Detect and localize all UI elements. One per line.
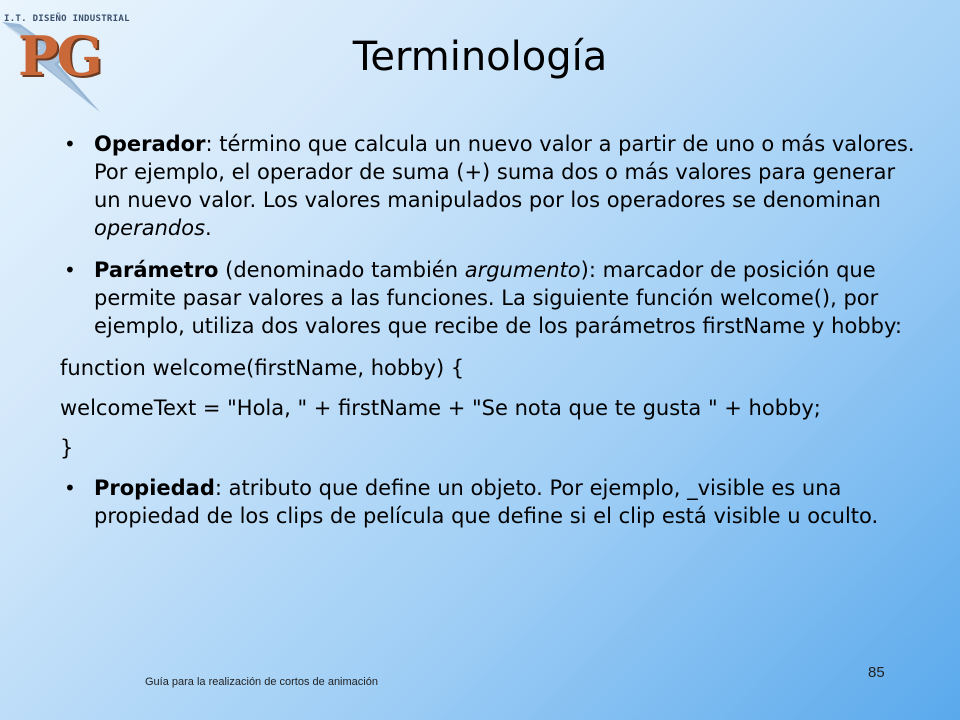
- parametro-text: (denominado también: [218, 258, 465, 282]
- slide-content: [60, 130, 920, 544]
- propiedad-text: : atributo que define un objeto. Por ejemplo, _visible es una propiedad de los clips de película que define si el clip está visible u oculto.: [94, 476, 879, 528]
- parametro-italic: argumento: [464, 258, 581, 282]
- bullet-parametro: [60, 256, 920, 340]
- operador-text: : término que calcula un nuevo valor a partir de uno o más valores. Por ejemplo, el operador de suma (+) suma dos o más valores para generar un nuevo valor. Los valores manipulados por los operadores se denominan: [94, 132, 915, 212]
- bullet-dot-icon: •: [64, 132, 76, 156]
- bullet-dot-icon: •: [64, 476, 76, 500]
- term-propiedad: Propiedad: [94, 476, 215, 500]
- bullet-propiedad: [60, 474, 920, 530]
- operador-end: .: [205, 216, 212, 240]
- page-number: 85: [868, 664, 885, 681]
- term-operador: Operador: [94, 132, 206, 156]
- code-line-2: welcomeText = "Hola, " + firstName + "Se nota que te gusta " + hobby;: [60, 396, 821, 420]
- parametro-end: ): marcador de posición que permite pasar valores a las funciones. La siguiente función welcome(), por ejemplo, utiliza dos valores que recibe de los parámetros firstName y hobby:: [94, 258, 902, 338]
- footer-text: Guía para la realización de cortos de animación: [145, 676, 378, 688]
- logo-letters: PG: [18, 24, 101, 88]
- bullet-dot-icon: •: [64, 258, 76, 282]
- term-parametro: Parámetro: [94, 258, 219, 282]
- code-line-1: function welcome(firstName, hobby) {: [60, 356, 465, 380]
- bullet-operador: [60, 130, 920, 242]
- logo-caption: I.T. DISEÑO INDUSTRIAL: [4, 14, 130, 24]
- code-line-3: }: [60, 436, 74, 460]
- slide-title: Terminología: [352, 34, 608, 80]
- operador-italic: operandos: [94, 216, 206, 240]
